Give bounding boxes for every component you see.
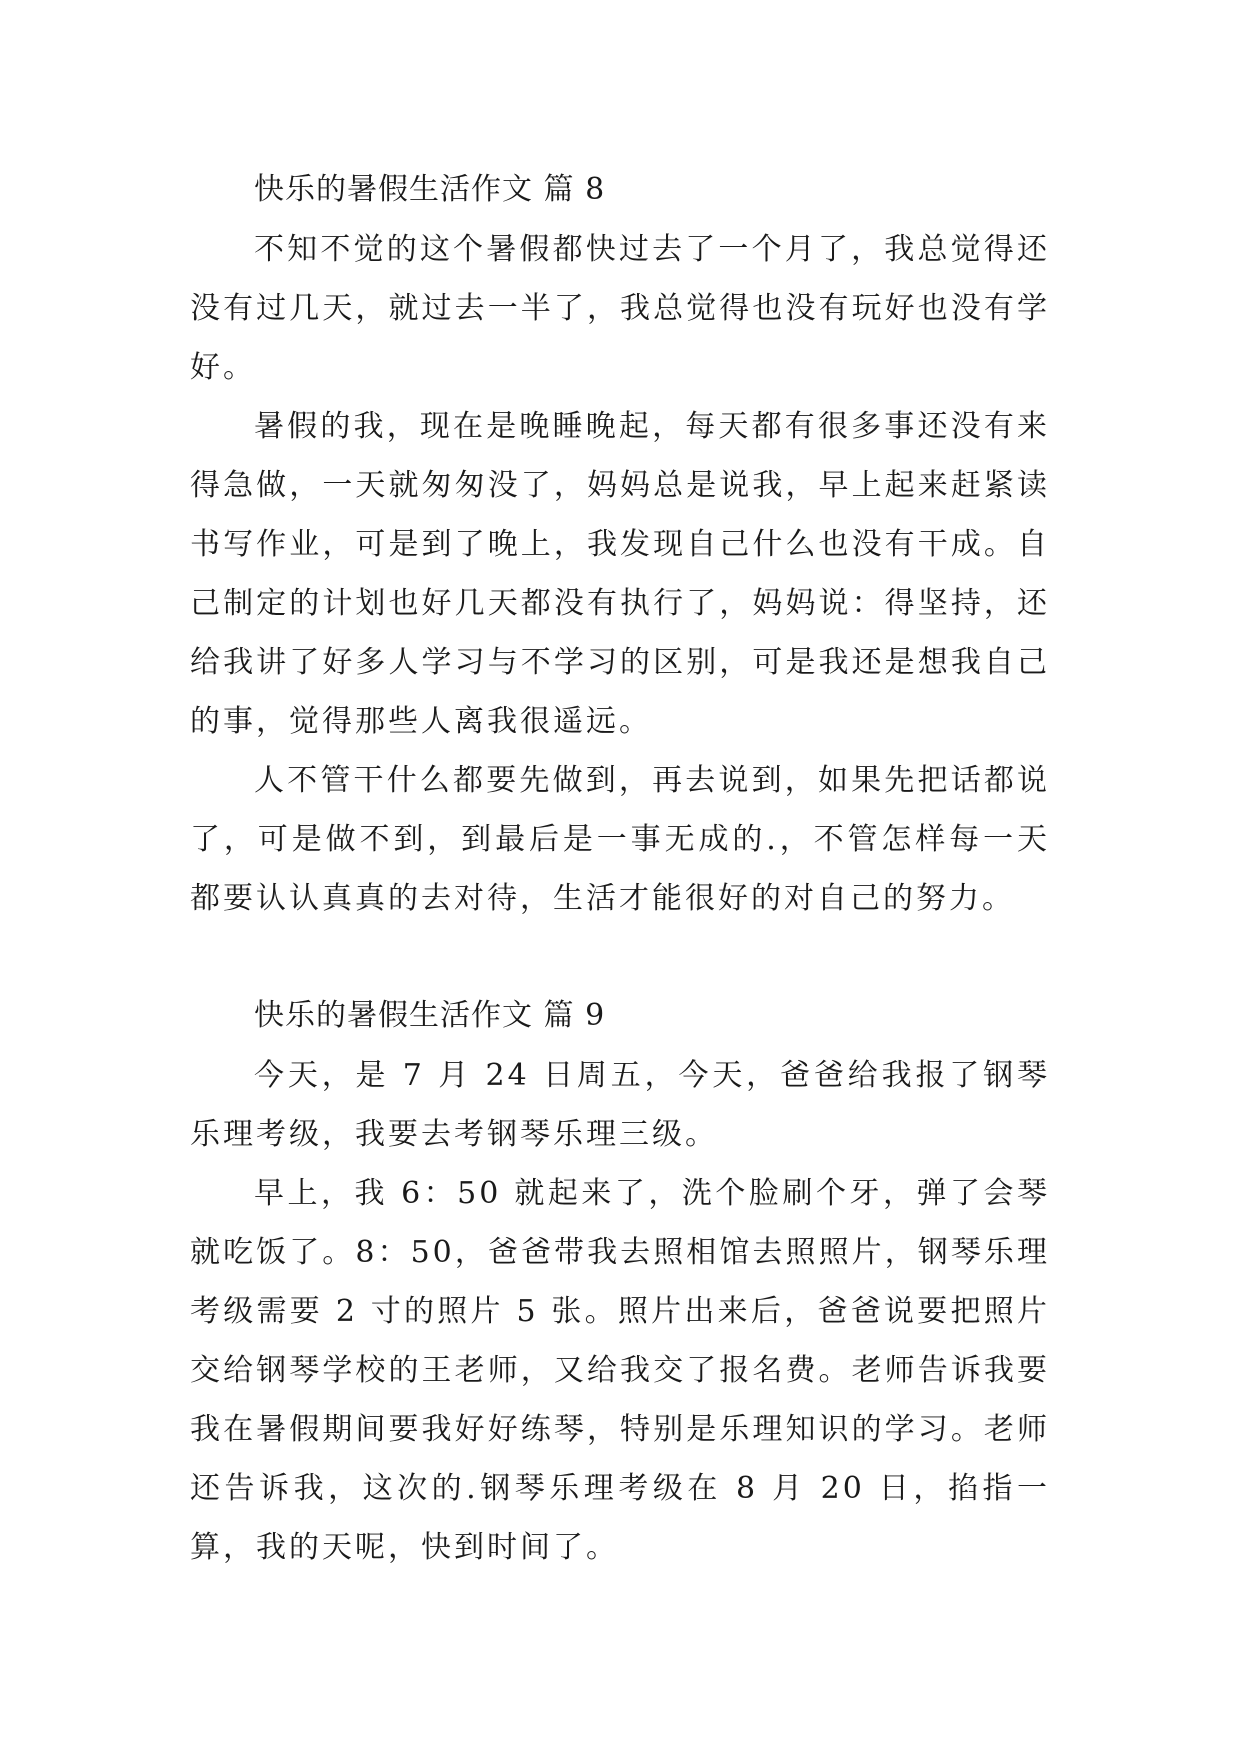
- document-page: [190, 160, 1050, 1577]
- section-heading: 快乐的暑假生活作文 篇 8: [254, 172, 606, 207]
- paragraph: 人不管干什么都要先做到，再去说到，如果先把话都说了，可是做不到，到最后是一事无成的.，不管怎样每一天都要认认真真的去对待，生活才能很好的对自己的努力。: [190, 763, 1050, 916]
- paragraph: 不知不觉的这个暑假都快过去了一个月了，我总觉得还没有过几天，就过去一半了，我总觉得也没有玩好也没有学好。: [190, 232, 1050, 385]
- essay-section-9: [190, 986, 1050, 1577]
- paragraph: 暑假的我，现在是晚睡晚起，每天都有很多事还没有来得急做，一天就匆匆没了，妈妈总是说我，早上起来赶紧读书写作业，可是到了晚上，我发现自己什么也没有干成。自己制定的计划也好几天都没有执行了，妈妈说：得坚持，还给我讲了好多人学习与不学习的区别，可是我还是想我自己的事，觉得那些人离我很遥远。: [190, 409, 1050, 739]
- paragraph: 早上，我 6：50 就起来了，洗个脸刷个牙，弹了会琴就吃饭了。8：50，爸爸带我去照相馆去照照片，钢琴乐理考级需要 2 寸的照片 5 张。照片出来后，爸爸说要把照片交给钢琴学校的王老师，又给我交了报名费。老师告诉我要我在暑假期间要我好好练琴，特别是乐理知识的学习。老师还告诉我，这次的.钢琴乐理考级在 8 月 20 日，掐指一算，我的天呢，快到时间了。: [190, 1176, 1050, 1565]
- paragraph: 今天，是 7 月 24 日周五，今天，爸爸给我报了钢琴乐理考级，我要去考钢琴乐理三级。: [190, 1058, 1050, 1152]
- section-heading: 快乐的暑假生活作文 篇 9: [254, 998, 606, 1033]
- essay-section-8: [190, 160, 1050, 928]
